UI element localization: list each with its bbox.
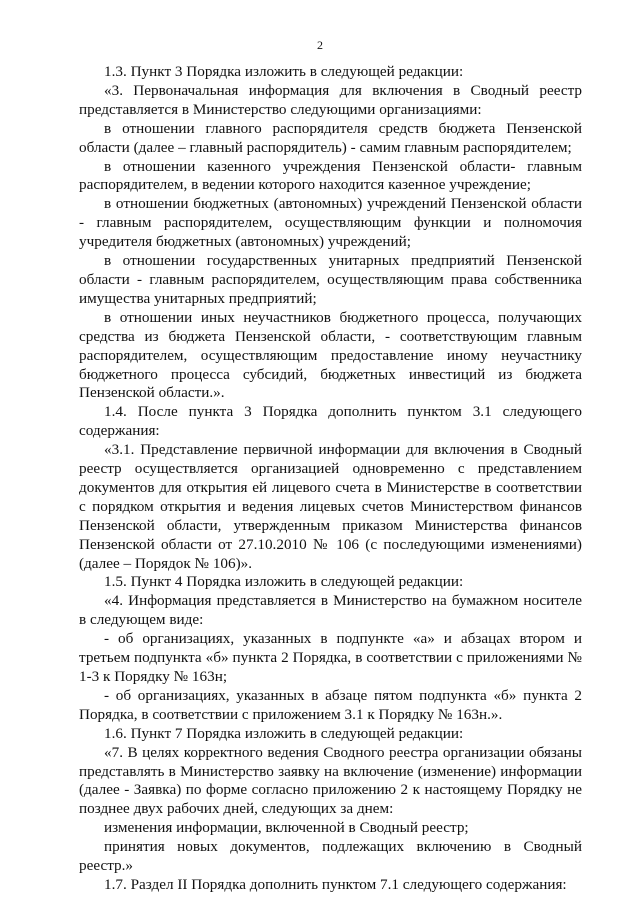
paragraph-1-3-heading: 1.3. Пункт 3 Порядка изложить в следующей редакции: [104, 63, 464, 80]
paragraph-item-4-list-1: - об организациях, указанных в подпункте «а» и абзацах втором и третьем подпункта «б» пункта 2 Порядка, в соответствии с приложениями № 1-3 к Порядку № 163н; [79, 630, 582, 685]
paragraph-1-4-heading: 1.4. После пункта 3 Порядка дополнить пунктом 3.1 следующего содержания: [79, 403, 582, 440]
paragraph-budget-institutions: в отношении бюджетных (автономных) учреждений Пензенской области - главным распорядителем, осуществляющим функции и полномочия учредителя бюджетных (автономных) учреждений; [79, 195, 582, 251]
page-number: 2 [317, 38, 323, 52]
paragraph-unitary-enterprises: в отношении государственных унитарных предприятий Пензенской области - главным распорядителем, осуществляющим права собственника имущества унитарных предприятий; [79, 252, 582, 307]
paragraph-other-non-participants: в отношении иных неучастников бюджетного процесса, получающих средства из бюджета Пензенской области, - соответствующим главным распорядителем, осуществляющим предоставление иному неучастнику бюджетного процесса субсидий, бюджетных инвестиций из бюджета Пензенской области.». [79, 308, 582, 402]
paragraph-1-7-heading: 1.7. Раздел II Порядка дополнить пунктом 7.1 следующего содержания: [104, 875, 567, 893]
paragraph-1-5-heading: 1.5. Пункт 4 Порядка изложить в следующей редакции: [104, 573, 464, 591]
paragraph-state-institution: в отношении казенного учреждения Пензенской области- главным распорядителем, в ведении которого находится казенное учреждение; [79, 157, 582, 194]
paragraph-1-6-heading: 1.6. Пункт 7 Порядка изложить в следующей редакции: [104, 724, 464, 742]
paragraph-item-3: «3. Первоначальная информация для включения в Сводный реестр представляется в Министерство следующими организациями: [79, 81, 582, 118]
paragraph-item-7-new-documents: принятия новых документов, подлежащих включению в Сводный реестр.» [79, 838, 582, 875]
paragraph-item-4-list-2: - об организациях, указанных в абзаце пятом подпункта «б» пункта 2 Порядка, в соответствии с приложением 3.1 к Порядку № 163н.». [79, 686, 582, 723]
paragraph-item-7: «7. В целях корректного ведения Сводного реестра организации обязаны представлять в Министерство заявку на включение (изменение) информации (далее - Заявка) по форме согласно приложению 2 к настоящему Порядку не позднее двух рабочих дней, следующих за днем: [79, 743, 582, 818]
paragraph-item-4: «4. Информация представляется в Министерство на бумажном носителе в следующем виде: [79, 592, 582, 629]
paragraph-item-7-change: изменения информации, включенной в Сводный реестр; [104, 819, 469, 837]
document-body [79, 63, 582, 895]
paragraph-chief-administrator: в отношении главного распорядителя средств бюджета Пензенской области (далее – главный распорядитель) - самим главным распорядителем; [79, 119, 582, 156]
paragraph-item-3-1: «3.1. Представление первичной информации для включения в Сводный реестр осуществляется организацией одновременно с представлением документов для открытия ей лицевого счета в Министерстве в соответствии с порядком открытия и ведения лицевых счетов Министерством финансов Пензенской области, утвержденным приказом Министерства финансов Пензенской области от 27.10.2010 № 106 (с последующими изменениями) (далее – Порядок № 106)». [79, 441, 582, 572]
